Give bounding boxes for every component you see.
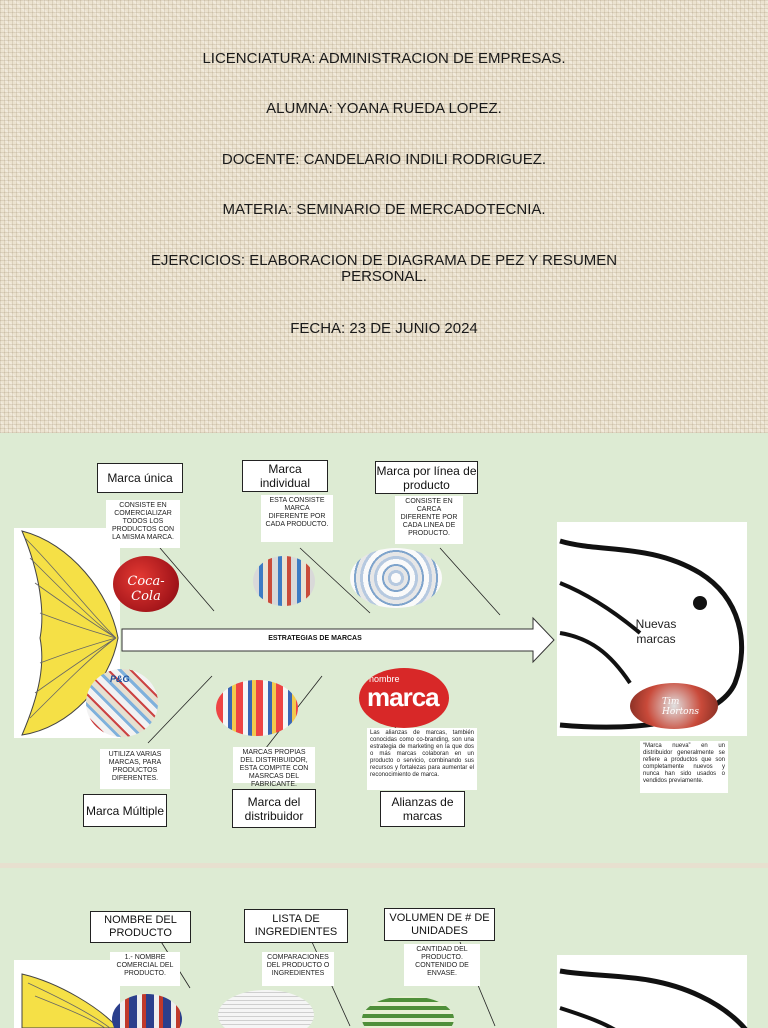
spine-label: ESTRATEGIAS DE MARCAS [198, 632, 432, 648]
exercises-line: EJERCICIOS: ELABORACION DE DIAGRAMA DE PEZ Y RESUMEN PERSONAL. [150, 252, 618, 285]
box-marca-multiple: Marca Múltiple [83, 794, 167, 827]
note-nombre-producto: 1.- NOMBRE COMERCIAL DEL PRODUCTO. [110, 952, 180, 986]
note-marca-linea: CONSISTE EN CARCA DIFERENTE POR CADA LINEA DE PRODUCTO. [395, 496, 463, 544]
coca-cola-photo [113, 556, 179, 612]
fishbone-slide-1 [0, 433, 768, 863]
note-marca-multiple: UTILIZA VARIAS MARCAS, PARA PRODUCTOS DIFERENTES. [100, 749, 170, 789]
box-alianzas: Alianzas de marcas [380, 791, 465, 827]
degree-line: LICENCIATURA: ADMINISTRACION DE EMPRESAS. [202, 50, 566, 67]
product-line-brands-photo [350, 548, 442, 608]
individual-brands-photo [253, 556, 315, 606]
note-marca-individual: ESTA CONSISTE MARCA DIFERENTE POR CADA PRODUCTO. [261, 495, 333, 542]
note-volumen-unidades: CANTIDAD DEL PRODUCTO. CONTENIDO DE ENVASE. [404, 944, 480, 986]
tim-hortons-photo [630, 683, 718, 729]
teacher-line: DOCENTE: CANDELARIO INDILI RODRIGUEZ. [221, 151, 547, 168]
box-volumen-unidades: VOLUMEN DE # DE UNIDADES [384, 908, 495, 941]
box-lista-ingredientes: LISTA DE INGREDIENTES [244, 909, 348, 943]
note-alianzas: Las alianzas de marcas, también conocidas como co-branding, son una estrategia de marketing en la que dos o más marcas colaboran en un producto o servicio, combinando sus recursos y fortalezas para aumentar el reconocimiento de marca. [367, 728, 477, 790]
subject-line: MATERIA: SEMINARIO DE MERCADOTECNIA. [222, 201, 546, 218]
marca-logo-text: marca [367, 682, 439, 712]
note-marca-unica: CONSISTE EN COMERCIALIZAR TODOS LOS PRODUCTOS CON LA MISMA MARCA. [106, 500, 180, 548]
nombre-logo-text: nombre [369, 674, 400, 684]
cover-slide [0, 0, 768, 433]
note-nuevas-marcas: “Marca nueva” en un distribuidor generalmente se refiere a productos que son completamente nuevos y nunca han sido usados o vendidos previamente. [640, 741, 728, 793]
box-marca-individual: Marca individual [242, 460, 328, 492]
marca-alianza-photo [359, 668, 449, 728]
head-label: Nuevas marcas [635, 617, 677, 646]
fish-head-2 [557, 955, 748, 1028]
distributor-brands-photo [216, 680, 298, 736]
box-marca-unica: Marca única [97, 463, 183, 493]
note-marca-distribuidor: MARCAS PROPIAS DEL DISTRIBUIDOR, ESTA COMPITE CON MASRCAS DEL FABRICANTE. [233, 747, 315, 783]
date-line: FECHA: 23 DE JUNIO 2024 [290, 320, 478, 337]
student-line: ALUMNA: YOANA RUEDA LOPEZ. [266, 100, 502, 117]
coca-cola-logo-text: Coca-Cola [127, 574, 165, 604]
box-marca-linea: Marca por línea de producto [375, 461, 478, 494]
pg-brands-photo [86, 669, 158, 737]
box-nombre-producto: NOMBRE DEL PRODUCTO [90, 911, 191, 943]
fishbone-slide-2 [0, 868, 768, 1028]
tim-hortons-logo-text: Tim Hortons [662, 697, 700, 717]
pg-logo-text: P&G [110, 674, 130, 684]
box-marca-distribuidor: Marca del distribuidor [232, 789, 316, 828]
note-lista-ingredientes: COMPARACIONES DEL PRODUCTO O INGREDIENTES [262, 952, 334, 986]
fish-tail-2 [14, 960, 120, 1028]
